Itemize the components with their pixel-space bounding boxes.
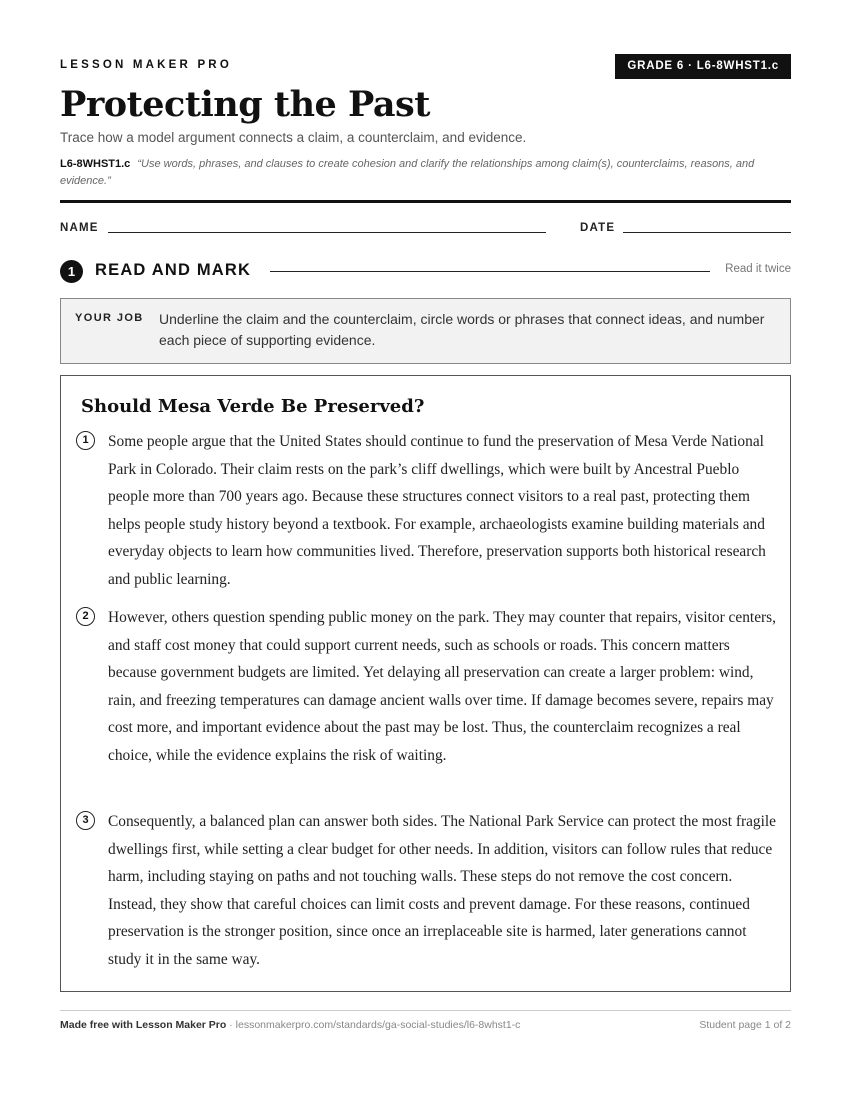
- section-title: READ AND MARK: [95, 261, 252, 279]
- name-label: NAME: [60, 222, 99, 234]
- footer-divider: [60, 1010, 791, 1011]
- paragraph-number-badge: 3: [76, 811, 95, 830]
- passage-title: Should Mesa Verde Be Preserved?: [81, 396, 425, 417]
- date-label: DATE: [580, 222, 616, 234]
- standard-text: “Use words, phrases, and clauses to create cohesion and clarify the relationships among claim(s), counterclaims, reasons, and evidence.”: [60, 158, 755, 187]
- header-divider: [60, 200, 791, 203]
- standard-description: [60, 156, 791, 190]
- section-divider: [270, 271, 710, 272]
- standard-code: L6-8WHST1.c: [60, 158, 131, 170]
- section-note: Read it twice: [725, 263, 791, 275]
- page-title: Protecting the Past: [60, 84, 430, 125]
- passage-paragraph: Consequently, a balanced plan can answer both sides. The National Park Service can protect the most fragile dwellings first, while setting a clear budget for other needs. In addition, visitors can follow rules that reduce harm, including staying on paths and not touching walls. These steps do not remove the cost concern. Instead, they show that careful choices can limit costs and prevent damage. For these reasons, continued preservation is the stronger position, since once an irreplaceable site is harmed, later generations cannot study it in the same way.: [108, 813, 776, 968]
- passage-paragraph: Some people argue that the United States should continue to fund the preservation of Mesa Verde National Park in Colorado. Their claim rests on the park’s cliff dwellings, which were built by Ancestral Pueblo people more than 700 years ago. Because these structures connect visitors to a real past, protecting them helps people study history beyond a textbook. For example, archaeologists examine building materials and everyday objects to learn how communities lived. Therefore, preservation supports both historical research and public learning.: [108, 433, 766, 588]
- page-number: Student page 1 of 2: [699, 1019, 791, 1031]
- footer-made-with: Made free with Lesson Maker Pro: [60, 1019, 227, 1031]
- name-field[interactable]: [108, 232, 546, 233]
- instructions-text: Underline the claim and the counterclaim, circle words or phrases that connect ideas, and number each piece of supporting evidence.: [159, 311, 765, 348]
- footer-credit: [60, 1019, 520, 1031]
- footer-url: · lessonmakerpro.com/standards/ga-social-studies/l6-8whst1-c: [226, 1019, 521, 1031]
- reading-passage: [60, 375, 791, 992]
- paragraph-number-badge: 2: [76, 607, 95, 626]
- section-number-badge: 1: [60, 260, 83, 283]
- date-field[interactable]: [623, 232, 791, 233]
- grade-badge: GRADE 6 · L6-8WHST1.c: [615, 54, 791, 79]
- instructions-label: YOUR JOB: [75, 312, 144, 324]
- page-subtitle: Trace how a model argument connects a claim, a counterclaim, and evidence.: [60, 130, 527, 145]
- instructions-box: [60, 298, 791, 364]
- passage-paragraph: However, others question spending public money on the park. They may counter that repairs, visitor centers, and staff cost money that could support current needs, such as schools or roads. This concern matters because government budgets are limited. Yet delaying all preservation can create a larger problem: wind, rain, and freezing temperatures can damage ancient walls over time. If damage becomes severe, repairs may cost more, and important evidence about the past may be lost. Thus, the counterclaim recognizes a real choice, while the evidence explains the risk of waiting.: [108, 609, 776, 764]
- paragraph-number-badge: 1: [76, 431, 95, 450]
- brand-name: LESSON MAKER PRO: [60, 59, 232, 71]
